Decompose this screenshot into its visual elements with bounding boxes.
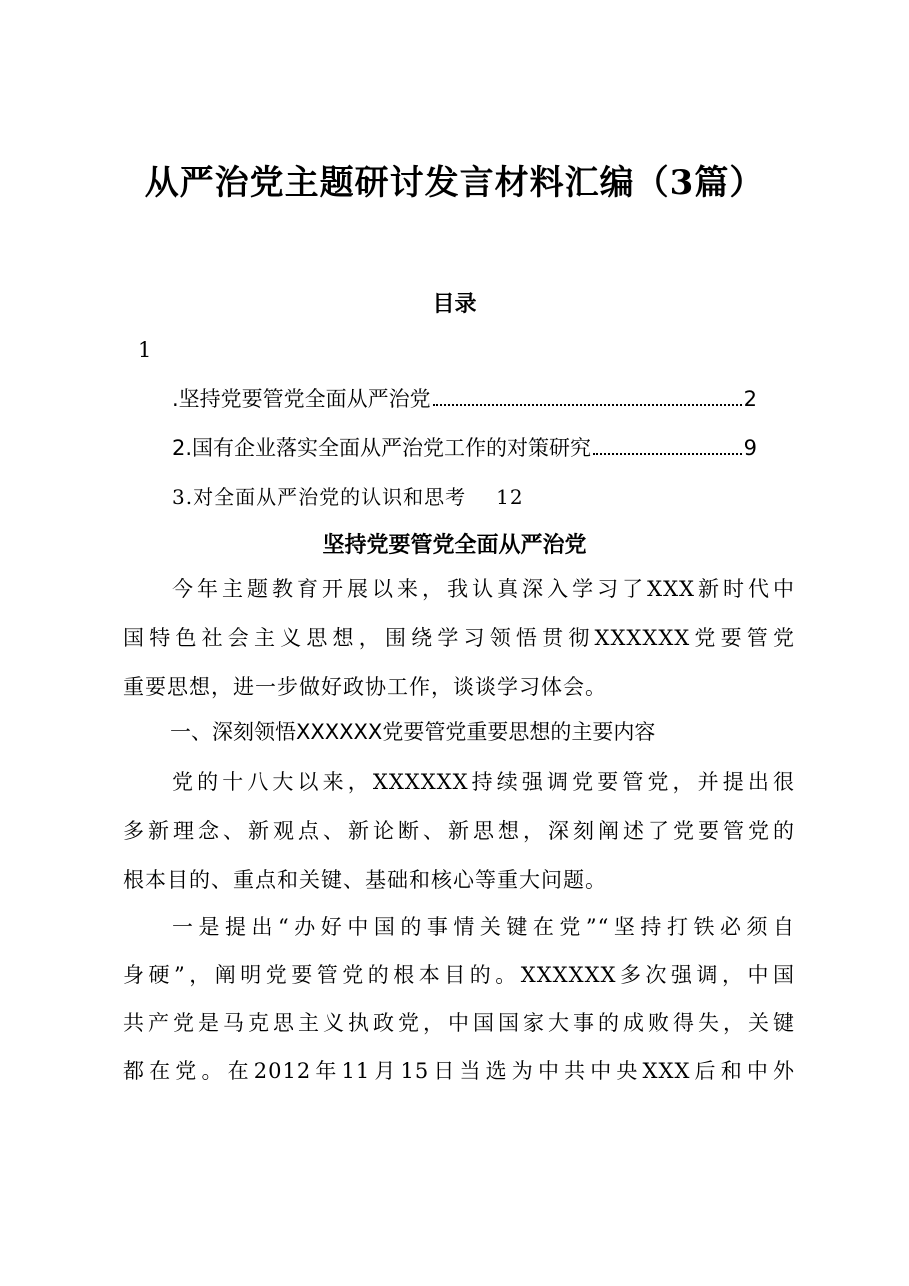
toc-leader-dots — [433, 404, 742, 406]
document-title: 从严治党主题研讨发言材料汇编（3篇） — [144, 163, 765, 203]
sub-heading: 一、深刻领悟XXXXXX党要管党重要思想的主要内容 — [170, 720, 656, 744]
toc-heading: 目录 — [432, 291, 477, 317]
toc-entry[interactable] — [172, 481, 524, 510]
toc-entry-label: .坚持党要管党全面从严治党 — [172, 387, 431, 411]
section-title: 坚持党要管党全面从严治党 — [322, 532, 587, 558]
toc-leader-dots — [593, 453, 742, 455]
toc-entry-page: 9 — [743, 436, 757, 460]
paragraph-line: 一是提出“办好中国的事情关键在党”“坚持打铁必须自 — [172, 915, 795, 939]
toc-entry-label: 3.对全面从严治党的认识和思考 — [172, 485, 467, 509]
toc-entry[interactable] — [172, 432, 757, 462]
paragraph-line: 党的十八大以来，XXXXXX持续强调党要管党，并提出很 — [172, 770, 795, 794]
toc-entry[interactable] — [172, 383, 757, 413]
toc-number-line: 1 — [138, 338, 152, 362]
paragraph-line: 身硬”，阐明党要管党的根本目的。XXXXXX多次强调，中国 — [123, 963, 795, 987]
toc-entry-label: 2.国有企业落实全面从严治党工作的对策研究 — [172, 436, 592, 460]
paragraph-line: 根本目的、重点和关键、基础和核心等重大问题。 — [123, 868, 607, 892]
toc-entry-page: 12 — [496, 485, 524, 509]
paragraph-line: 重要思想，进一步做好政协工作，谈谈学习体会。 — [123, 675, 607, 699]
paragraph-line: 都在党。在2012年11月15日当选为中共中央XXX后和中外 — [123, 1059, 795, 1083]
paragraph-line: 共产党是马克思主义执政党，中国国家大事的成败得失，关键 — [123, 1011, 795, 1035]
paragraph-line: 今年主题教育开展以来，我认真深入学习了XXX新时代中 — [172, 577, 795, 601]
toc-entry-page: 2 — [743, 387, 757, 411]
paragraph-line: 国特色社会主义思想，围绕学习领悟贯彻XXXXXX党要管党 — [123, 626, 795, 650]
paragraph-line: 多新理念、新观点、新论断、新思想，深刻阐述了党要管党的 — [123, 819, 795, 843]
